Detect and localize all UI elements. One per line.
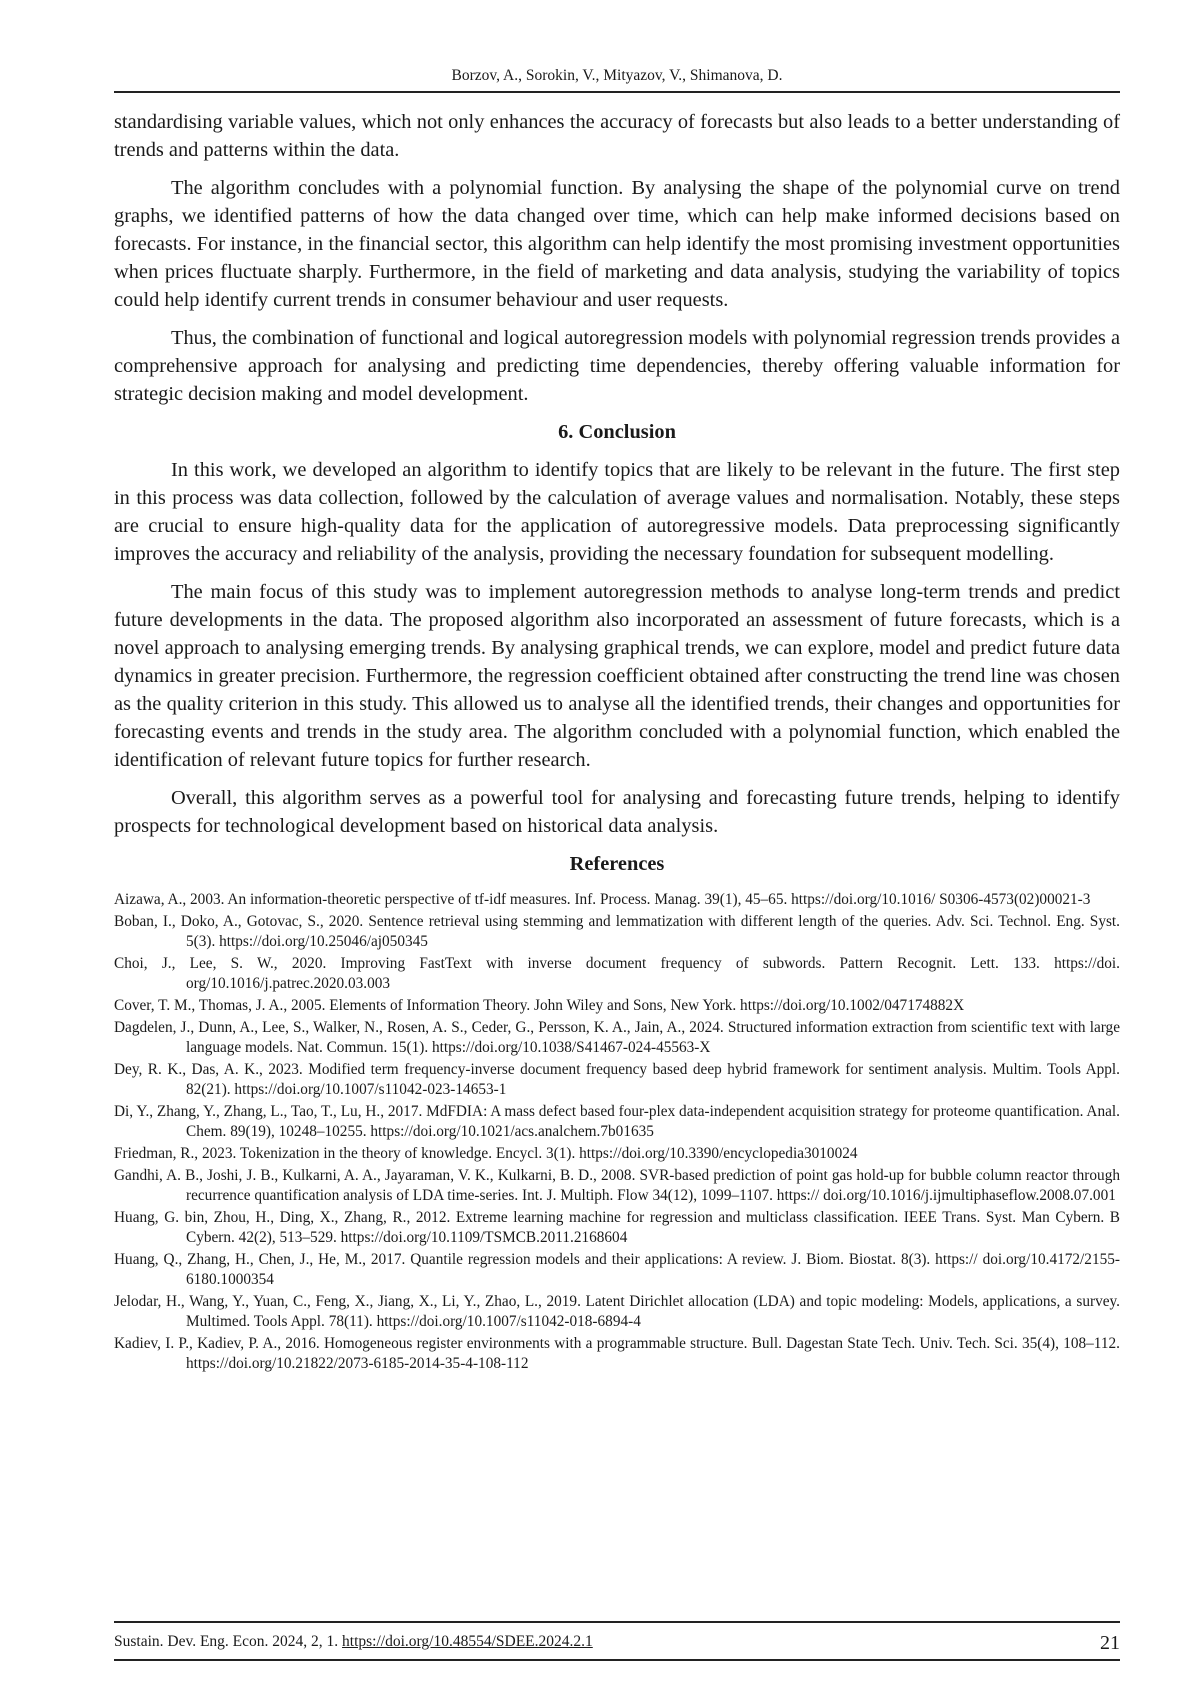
running-head-authors: Borzov, A., Sorokin, V., Mityazov, V., Shimanova, D. (451, 67, 783, 84)
paragraph-combination-models: Thus, the combination of functional and logical autoregression models with polynomial regression trends provides a comprehensive approach for analysing and predicting time dependencies, thereby offering valuable information for strategic decision making and model development. (114, 327, 1120, 405)
reference-list (114, 890, 1120, 1374)
page-footer (114, 1629, 1120, 1655)
footer-citation-group (114, 1629, 593, 1655)
conclusion-paragraph-2: The main focus of this study was to implement autoregression methods to analyse long-term trends and predict future developments in the data. The proposed algorithm also incorporated an assessment of future forecasts, which is a novel approach to analysing emerging trends. By analysing graphical trends, we can explore, model and predict future data dynamics in greater precision. Furthermore, the regression coefficient obtained after constructing the trend line was chosen as the quality criterion in this study. This allowed us to analyse all the identified trends, their changes and opportunities for forecasting events and trends in the study area. The algorithm concluded with a polynomial function, which enabled the identification of relevant future topics for further research. (114, 581, 1120, 771)
footer-rule-bottom (114, 1659, 1120, 1661)
footer-rule-top (114, 1621, 1120, 1623)
reference-item: Choi, J., Lee, S. W., 2020. Improving FastText with inverse document frequency of subwords. Pattern Recognit. Lett. 133. https://doi. org/10.1016/j.patrec.2020.03.003 (114, 955, 1120, 992)
conclusion-paragraph-1: In this work, we developed an algorithm to identify topics that are likely to be relevant in the future. The first step in this process was data collection, followed by the calculation of average values and normalisation. Notably, these steps are crucial to ensure high-quality data for the application of autoregressive models. Data preprocessing significantly improves the accuracy and reliability of the analysis, providing the necessary foundation for subsequent modelling. (114, 459, 1120, 565)
header-rule (114, 91, 1120, 93)
section-title-conclusion: 6. Conclusion (558, 421, 676, 443)
reference-item: Friedman, R., 2023. Tokenization in the theory of knowledge. Encycl. 3(1). https://doi.org/10.3390/encyclopedia3010024 (114, 1145, 858, 1162)
page-body (114, 108, 1120, 1376)
footer-doi-link[interactable]: https://doi.org/10.48554/SDEE.2024.2.1 (342, 1633, 593, 1650)
section-title-references: References (569, 853, 665, 875)
reference-item: Huang, Q., Zhang, H., Chen, J., He, M., 2017. Quantile regression models and their applications: A review. J. Biom. Biostat. 8(3). https:// doi.org/10.4172/2155-6180.1000354 (114, 1251, 1120, 1288)
reference-item: Jelodar, H., Wang, Y., Yuan, C., Feng, X., Jiang, X., Li, Y., Zhao, L., 2019. Latent Dirichlet allocation (LDA) and topic modeling: Models, applications, a survey. Multimed. Tools Appl. 78(11). https://doi.org/10.1007/s11042-018-6894-4 (114, 1293, 1120, 1330)
reference-item: Kadiev, I. P., Kadiev, P. A., 2016. Homogeneous register environments with a programmable structure. Bull. Dagestan State Tech. Univ. Tech. Sci. 35(4), 108–112. https://doi.org/10.21822/2073-6185-2014-35-4-108-112 (114, 1335, 1120, 1372)
paragraph-continuation: standardising variable values, which not only enhances the accuracy of forecasts but also leads to a better understanding of trends and patterns within the data. (114, 111, 1120, 161)
reference-item: Gandhi, A. B., Joshi, J. B., Kulkarni, A. A., Jayaraman, V. K., Kulkarni, B. D., 2008. SVR-based prediction of point gas hold-up for bubble column reactor through recurrence quantification analysis of LDA time-series. Int. J. Multiph. Flow 34(12), 1099–1107. https:// doi.org/10.1016/j.ijmultiphaseflow.2008.07.001 (114, 1167, 1120, 1204)
conclusion-paragraph-3: Overall, this algorithm serves as a powerful tool for analysing and forecasting future trends, helping to identify prospects for technological development based on historical data analysis. (114, 787, 1120, 837)
footer-citation: Sustain. Dev. Eng. Econ. 2024, 2, 1. (114, 1633, 339, 1650)
reference-item: Huang, G. bin, Zhou, H., Ding, X., Zhang, R., 2012. Extreme learning machine for regression and multiclass classification. IEEE Trans. Syst. Man Cybern. B Cybern. 42(2), 513–529. https://doi.org/10.1109/TSMCB.2011.2168604 (114, 1209, 1120, 1246)
reference-item: Aizawa, A., 2003. An information-theoretic perspective of tf-idf measures. Inf. Process. Manag. 39(1), 45–65. https://doi.org/10.1016/ S0306-4573(02)00021-3 (114, 891, 1091, 908)
paragraph-polynomial-function: The algorithm concludes with a polynomial function. By analysing the shape of the polynomial curve on trend graphs, we identified patterns of how the data changed over time, which can help make informed decisions based on forecasts. For instance, in the financial sector, this algorithm can help identify the most promising investment opportunities when prices fluctuate sharply. Furthermore, in the field of marketing and data analysis, studying the variability of topics could help identify current trends in consumer behaviour and user requests. (114, 177, 1120, 311)
reference-item: Dey, R. K., Das, A. K., 2023. Modified term frequency-inverse document frequency based deep hybrid framework for sentiment analysis. Multim. Tools Appl. 82(21). https://doi.org/10.1007/s11042-023-14653-1 (114, 1061, 1120, 1098)
page-number: 21 (1100, 1632, 1120, 1654)
reference-item: Boban, I., Doko, A., Gotovac, S., 2020. Sentence retrieval using stemming and lemmatization with different length of the queries. Adv. Sci. Technol. Eng. Syst. 5(3). https://doi.org/10.25046/aj050345 (114, 913, 1120, 950)
reference-item: Dagdelen, J., Dunn, A., Lee, S., Walker, N., Rosen, A. S., Ceder, G., Persson, K. A., Jain, A., 2024. Structured information extraction from scientific text with large language models. Nat. Commun. 15(1). https://doi.org/10.1038/S41467-024-45563-X (114, 1019, 1120, 1056)
reference-item: Cover, T. M., Thomas, J. A., 2005. Elements of Information Theory. John Wiley and Sons, New York. https://doi.org/10.1002/047174882X (114, 997, 965, 1014)
reference-item: Di, Y., Zhang, Y., Zhang, L., Tao, T., Lu, H., 2017. MdFDIA: A mass defect based four-plex data-independent acquisition strategy for proteome quantification. Anal. Chem. 89(19), 10248–10255. https://doi.org/10.1021/acs.analchem.7b01635 (114, 1103, 1120, 1140)
